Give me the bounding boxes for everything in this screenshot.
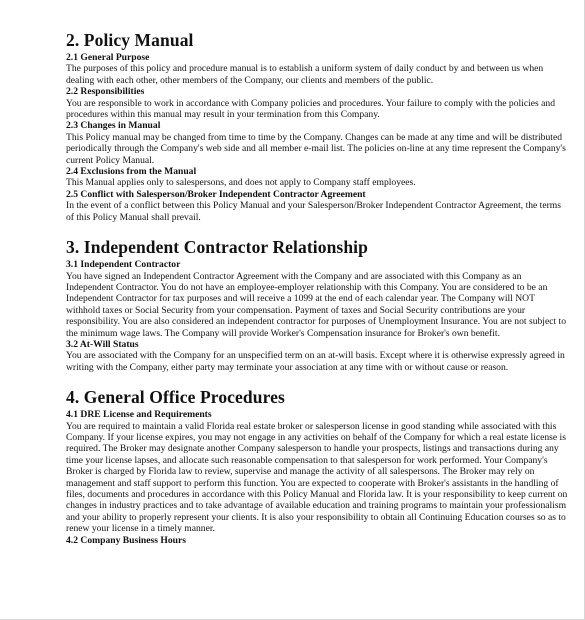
subsection-text: You have signed an Independent Contractor Agreement with the Company and are associated with this Company as an Independent Contractor. You do not have an employee-employer relationship with this Company. You are considered to be an Independent Contractor for tax purposes and will receive a 1099 at the end of each calendar year. The Company will NOT withhold taxes or Social Security from your compensation. Payment of taxes and Social Security contributions are your responsibility. You are also considered an independent contractor for purposes of Unemployment Insurance. You are not subject to the minimum wage laws. The Company will provide Worker's Compensation insurance for Broker's own benefit. [66, 270, 567, 339]
subsection-text: This Manual applies only to salespersons, and does not apply to Company staff employees. [66, 177, 416, 189]
subsection-text: In the event of a conflict between this Policy Manual and your Salesperson/Broker Independent Contractor Agreement, the terms of this Policy Manual shall prevail. [66, 200, 561, 223]
section-independent-contractor [66, 237, 570, 373]
subsection-text: You are responsible to work in accordance with Company policies and procedures. Your failure to comply with the policies and procedures within this manual may result in your termination from this Company. [66, 97, 555, 121]
subsection-heading: 2.4 Exclusions from the Manual [66, 166, 197, 178]
section-title: 2. Policy Manual [66, 30, 194, 50]
section-title: 4. General Office Procedures [66, 387, 285, 408]
subsection-heading: 4.1 DRE License and Requirements [66, 409, 212, 421]
section-policy-manual [66, 30, 570, 223]
subsection-text: You are associated with the Company for an unspecified term on an at-will basis. Except where it is otherwise expressly agreed in writing with the Company, either party may terminate your association at any time with or without cause or reason. [66, 350, 565, 373]
subsection-text: The purposes of this policy and procedure manual is to establish a uniform system of daily conduct by and between us when dealing with each other, other members of the Company, our clients and members of the public. [66, 63, 544, 86]
section-general-office-procedures [66, 387, 570, 546]
subsection-text: You are required to maintain a valid Florida real estate broker or salesperson license in good standing while associated with this Company. If your license expires, you may not engage in any activities on behalf of the Company for which a real estate license is required. The Broker may designate another Company salesperson to handle your prospects, listings and transactions during any time your license lapses, and allocate such reasonable compensation to that salesperson for work performed. Your Company's Broker is charged by Florida law to review, supervise and manage the activity of all salespersons. The Broker may rely on management and staff support to perform this function. You are expected to cooperate with Broker's assistants in the handling of files, documents and procedures in accordance with this Policy Manual and Florida law. It is your responsibility to keep current on changes in industry practices and to take advantage of available education and training programs to maintain your professionalism and your ability to properly represent your clients. It is also your responsibility to obtain all Continuing Education courses so as to renew your license in a timely manner. [66, 420, 568, 535]
subsection-heading: 3.1 Independent Contractor [66, 259, 181, 271]
subsection-heading: 2.5 Conflict with Salesperson/Broker Independent Contractor Agreement [66, 188, 366, 200]
subsection-text: This Policy manual may be changed from time to time by the Company. Changes can be made at any time and will be distributed periodically through the Company's web side and all member e-mail list. The policies on-line at any time represent the Company's current Policy Manual. [66, 131, 566, 166]
subsection-heading: 4.2 Company Business Hours [66, 534, 186, 546]
subsection-heading: 2.2 Responsibilities [66, 86, 145, 98]
section-title: 3. Independent Contractor Relationship [66, 237, 368, 258]
subsection-heading: 2.1 General Purpose [66, 52, 150, 63]
subsection-heading: 3.2 At-Will Status [66, 338, 139, 350]
subsection-heading: 2.3 Changes in Manual [66, 120, 161, 132]
